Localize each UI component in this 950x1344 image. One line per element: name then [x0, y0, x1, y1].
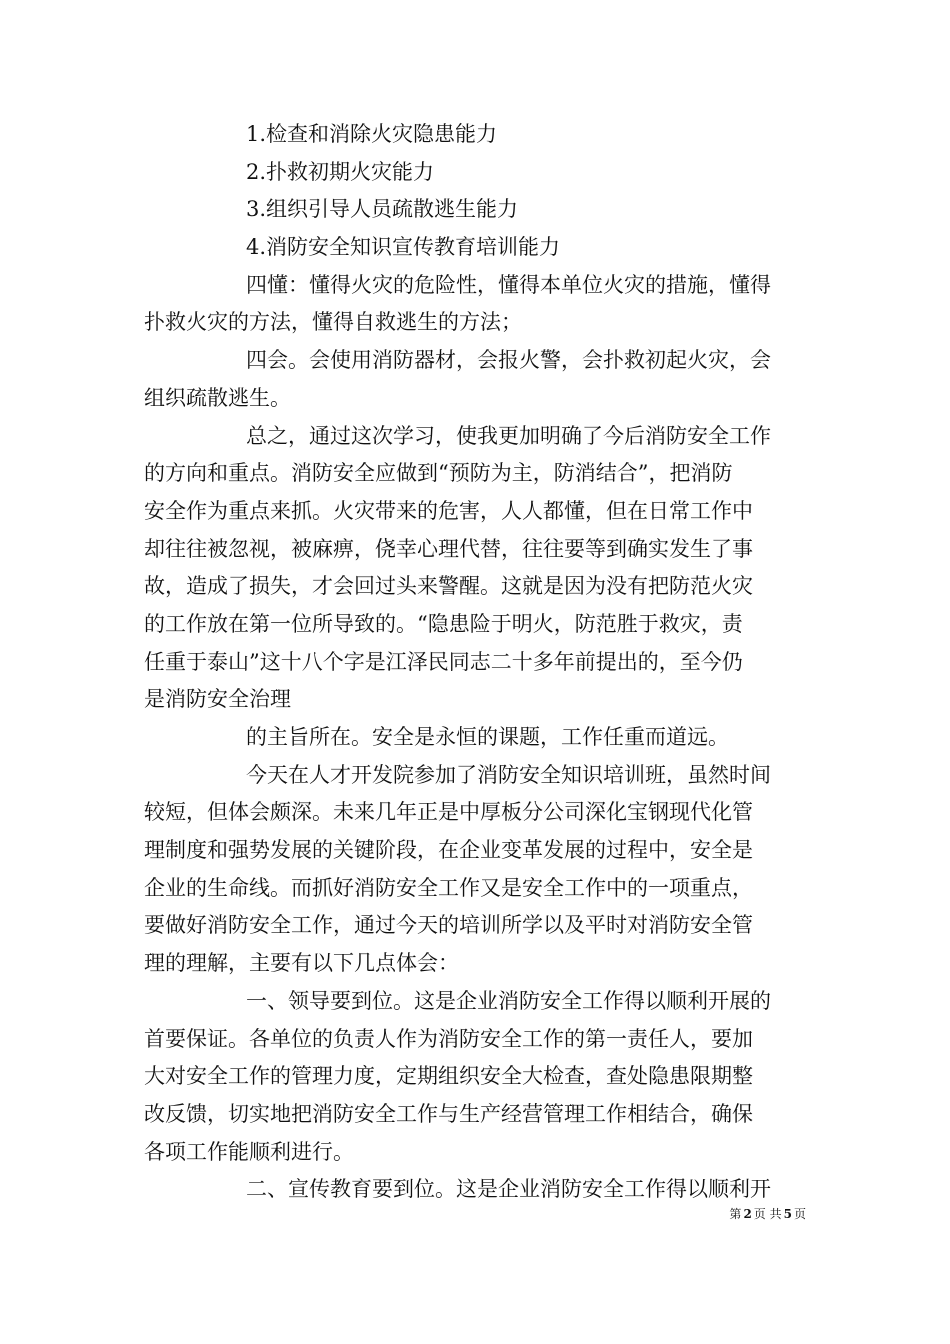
text-line: 的主旨所在。安全是永恒的课题，工作任重而道远。	[246, 725, 729, 749]
footer-page-number: 2	[743, 1207, 752, 1221]
text-line: 扑救火灾的方法，懂得自救逃生的方法；	[144, 310, 522, 335]
text-line: 今天在人才开发院参加了消防安全知识培训班，虽然时间	[246, 762, 771, 787]
text-line: 二、宣传教育要到位。这是企业消防安全工作得以顺利开	[246, 1177, 771, 1202]
text-line: 一、领导要到位。这是企业消防安全工作得以顺利开展的	[246, 988, 771, 1013]
text-line: 组织疏散逃生。	[144, 385, 291, 410]
text-line: 总之，通过这次学习，使我更加明确了今后消防安全工作	[246, 423, 771, 448]
text-line: 企业的生命线。而抓好消防安全工作又是安全工作中的一项重点，	[144, 875, 753, 900]
text-line: 1.检查和消除火灾隐患能力	[246, 122, 498, 146]
text-line: 各项工作能顺利进行。	[144, 1139, 354, 1164]
text-line: 四会。会使用消防器材，会报火警，会扑救初起火灾，会	[246, 348, 771, 373]
text-line: 的工作放在第一位所导致的。“隐患险于明火，防范胜于救灾，责	[144, 611, 743, 636]
text-line: 大对安全工作的管理力度，定期组织安全大检查，查处隐患限期整	[144, 1064, 753, 1089]
text-line: 4.消防安全知识宣传教育培训能力	[246, 235, 561, 260]
text-line: 是消防安全治理	[144, 687, 291, 712]
text-line: 较短，但体会颇深。未来几年正是中厚板分公司深化宝钢现代化管	[144, 800, 753, 825]
text-line: 四懂：懂得火灾的危险性，懂得本单位火灾的措施，懂得	[246, 272, 771, 297]
text-line: 首要保证。各单位的负责人作为消防安全工作的第一责任人，要加	[144, 1026, 753, 1051]
text-line: 故，造成了损失，才会回过头来警醒。这就是因为没有把防范火灾	[144, 574, 753, 599]
text-line: 要做好消防安全工作，通过今天的培训所学以及平时对消防安全管	[144, 913, 753, 938]
footer-suffix: 页	[793, 1207, 806, 1221]
text-line: 却往往被忽视，被麻痹，侥幸心理代替，往往要等到确实发生了事	[144, 536, 753, 561]
footer-total-pages: 5	[783, 1207, 792, 1221]
text-line: 理制度和强势发展的关键阶段，在企业变革发展的过程中，安全是	[144, 838, 753, 863]
text-line: 3.组织引导人员疏散逃生能力	[246, 197, 519, 222]
footer-middle: 页 共	[753, 1207, 782, 1221]
document-body	[144, 116, 806, 1209]
footer-prefix: 第	[729, 1207, 742, 1221]
text-line: 的方向和重点。消防安全应做到“预防为主，防消结合”，把消防	[144, 461, 733, 486]
text-line: 改反馈，切实地把消防安全工作与生产经营管理工作相结合，确保	[144, 1101, 753, 1126]
text-line: 安全作为重点来抓。火灾带来的危害，人人都懂，但在日常工作中	[144, 498, 753, 523]
text-line: 理的理解，主要有以下几点体会：	[144, 951, 459, 976]
page-footer	[729, 1205, 806, 1222]
text-line: 2.扑救初期火灾能力	[246, 159, 435, 184]
text-line: 任重于泰山”这十八个字是江泽民同志二十多年前提出的，至今仍	[144, 649, 743, 674]
